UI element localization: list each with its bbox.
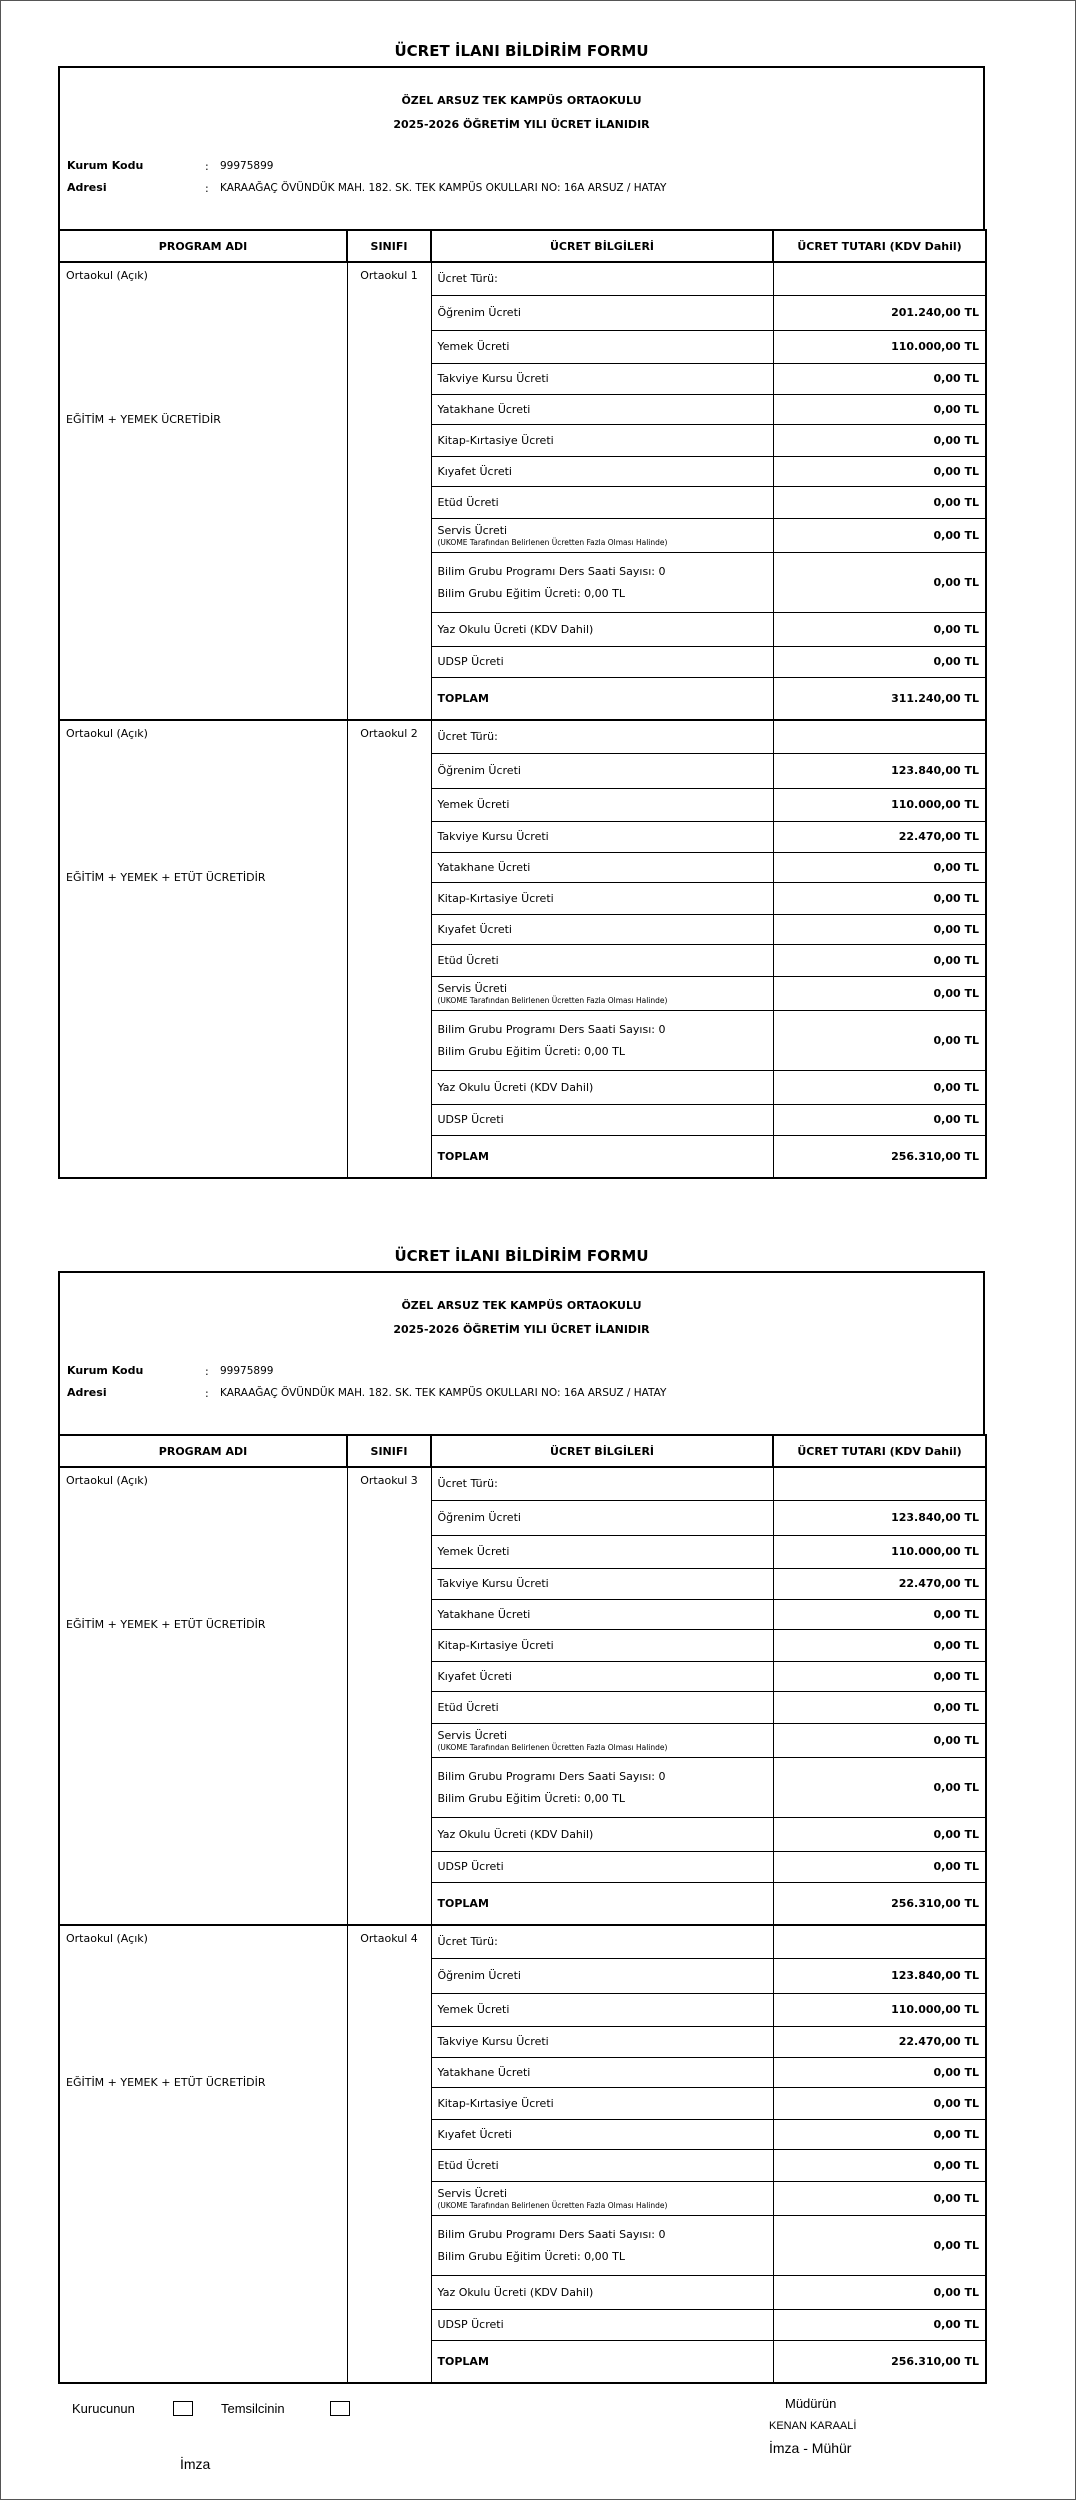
column-header-class: SINIFI xyxy=(347,1435,431,1467)
fee-label-study: Etüd Ücreti xyxy=(431,1691,773,1723)
fee-value-total: 311.240,00 TL xyxy=(773,677,986,720)
institution-code-value: 99975899 xyxy=(220,1365,274,1377)
column-header-fee-amount: ÜCRET TUTARI (KDV Dahil) xyxy=(773,1435,986,1467)
institution-code-colon: : xyxy=(205,160,209,173)
fee-label-uniform: Kıyafet Ücreti xyxy=(431,2119,773,2149)
fee-value-udsp: 0,00 TL xyxy=(773,2309,986,2340)
column-header-fee-amount: ÜCRET TUTARI (KDV Dahil) xyxy=(773,230,986,262)
fee-label-tuition: Öğrenim Ücreti xyxy=(431,295,773,330)
fee-label-type: Ücret Türü: xyxy=(431,1925,773,1958)
fee-value-summer: 0,00 TL xyxy=(773,1070,986,1104)
principal-name: KENAN KARAALİ xyxy=(769,2420,857,2432)
class-name: Ortaokul 3 xyxy=(347,1467,431,1925)
fee-value-tuition: 123.840,00 TL xyxy=(773,753,986,788)
program-cell xyxy=(59,262,347,720)
shuttle-label: Servis Ücreti xyxy=(437,523,508,537)
address-colon: : xyxy=(205,182,209,195)
fee-label-uniform: Kıyafet Ücreti xyxy=(431,456,773,486)
fee-label-dormitory: Yatakhane Ücreti xyxy=(431,852,773,882)
fee-value-summer: 0,00 TL xyxy=(773,612,986,646)
column-header-program: PROGRAM ADI xyxy=(59,230,347,262)
fee-value-tutoring: 0,00 TL xyxy=(773,363,986,394)
fee-label-tutoring: Takviye Kursu Ücreti xyxy=(431,2026,773,2057)
founder-label: Kurucunun xyxy=(72,2401,135,2416)
fee-label-study: Etüd Ücreti xyxy=(431,2149,773,2181)
fee-block-ortaokul-2 xyxy=(59,720,986,1178)
fee-label-science xyxy=(431,552,773,612)
fee-label-study: Etüd Ücreti xyxy=(431,486,773,518)
fee-value-uniform: 0,00 TL xyxy=(773,914,986,944)
fee-value-science: 0,00 TL xyxy=(773,1757,986,1817)
class-name: Ortaokul 1 xyxy=(347,262,431,720)
fee-value-type xyxy=(773,720,986,753)
fee-label-shuttle xyxy=(431,1723,773,1757)
institution-code-label: Kurum Kodu xyxy=(67,159,144,172)
year-title: 2025-2026 ÖĞRETİM YILI ÜCRET İLANIDIR xyxy=(393,1323,650,1336)
column-header-fee-info: ÜCRET BİLGİLERİ xyxy=(431,230,773,262)
fee-label-tuition: Öğrenim Ücreti xyxy=(431,1958,773,1993)
fee-value-tutoring: 22.470,00 TL xyxy=(773,2026,986,2057)
fee-value-meal: 110.000,00 TL xyxy=(773,788,986,821)
school-header xyxy=(58,1271,985,1434)
fee-row-type xyxy=(59,1467,986,1500)
fee-label-science xyxy=(431,2215,773,2275)
program-name: Ortaokul (Açık) xyxy=(66,727,148,740)
program-description: EĞİTİM + YEMEK + ETÜT ÜCRETİDİR xyxy=(66,2076,266,2089)
fee-label-books: Kitap-Kırtasiye Ücreti xyxy=(431,882,773,914)
fee-label-uniform: Kıyafet Ücreti xyxy=(431,914,773,944)
form-title: ÜCRET İLANI BİLDİRİM FORMU xyxy=(394,1247,649,1265)
fee-value-type xyxy=(773,1925,986,1958)
fee-value-meal: 110.000,00 TL xyxy=(773,1993,986,2026)
fee-value-summer: 0,00 TL xyxy=(773,1817,986,1851)
fee-block-ortaokul-4 xyxy=(59,1925,986,2383)
fee-value-type xyxy=(773,262,986,295)
fee-label-books: Kitap-Kırtasiye Ücreti xyxy=(431,1629,773,1661)
fee-value-meal: 110.000,00 TL xyxy=(773,330,986,363)
science-fee: Bilim Grubu Eğitim Ücreti: 0,00 TL xyxy=(437,1791,626,1805)
fee-row-type xyxy=(59,720,986,753)
form-title: ÜCRET İLANI BİLDİRİM FORMU xyxy=(394,42,649,60)
fee-label-books: Kitap-Kırtasiye Ücreti xyxy=(431,2087,773,2119)
fee-label-type: Ücret Türü: xyxy=(431,1467,773,1500)
fee-value-tutoring: 22.470,00 TL xyxy=(773,1568,986,1599)
fee-label-meal: Yemek Ücreti xyxy=(431,788,773,821)
fee-label-total: TOPLAM xyxy=(431,677,773,720)
fee-label-summer: Yaz Okulu Ücreti (KDV Dahil) xyxy=(431,1070,773,1104)
program-description: EĞİTİM + YEMEK ÜCRETİDİR xyxy=(66,413,221,426)
table-header-row xyxy=(59,230,986,262)
fee-label-tuition: Öğrenim Ücreti xyxy=(431,753,773,788)
school-name: ÖZEL ARSUZ TEK KAMPÜS ORTAOKULU xyxy=(401,1299,642,1312)
fee-value-dormitory: 0,00 TL xyxy=(773,2057,986,2087)
principal-label: Müdürün xyxy=(785,2396,837,2411)
representative-label: Temsilcinin xyxy=(221,2401,285,2416)
program-cell xyxy=(59,720,347,1178)
fee-value-books: 0,00 TL xyxy=(773,424,986,456)
class-name: Ortaokul 2 xyxy=(347,720,431,1178)
science-fee: Bilim Grubu Eğitim Ücreti: 0,00 TL xyxy=(437,2249,626,2263)
fee-row-type xyxy=(59,1925,986,1958)
fee-value-study: 0,00 TL xyxy=(773,486,986,518)
science-hours: Bilim Grubu Programı Ders Saati Sayısı: 0 xyxy=(437,564,666,578)
fee-value-summer: 0,00 TL xyxy=(773,2275,986,2309)
representative-checkbox[interactable] xyxy=(330,2401,350,2416)
program-description: EĞİTİM + YEMEK + ETÜT ÜCRETİDİR xyxy=(66,1618,266,1631)
fee-value-udsp: 0,00 TL xyxy=(773,646,986,677)
founder-checkbox[interactable] xyxy=(173,2401,193,2416)
fee-label-shuttle xyxy=(431,2181,773,2215)
fee-label-udsp: UDSP Ücreti xyxy=(431,646,773,677)
fee-value-books: 0,00 TL xyxy=(773,882,986,914)
table-header-row xyxy=(59,1435,986,1467)
fee-value-type xyxy=(773,1467,986,1500)
program-name: Ortaokul (Açık) xyxy=(66,269,148,282)
address-value: KARAAĞAÇ ÖVÜNDÜK MAH. 182. SK. TEK KAMPÜS OKULLARI NO: 16A ARSUZ / HATAY xyxy=(220,182,667,194)
class-name: Ortaokul 4 xyxy=(347,1925,431,2383)
fee-value-dormitory: 0,00 TL xyxy=(773,1599,986,1629)
fee-label-tutoring: Takviye Kursu Ücreti xyxy=(431,363,773,394)
shuttle-note: (UKOME Tarafından Belirlenen Ücretten Fazla Olması Halinde) xyxy=(437,1742,668,1752)
fee-label-udsp: UDSP Ücreti xyxy=(431,1851,773,1882)
fee-label-tuition: Öğrenim Ücreti xyxy=(431,1500,773,1535)
year-title: 2025-2026 ÖĞRETİM YILI ÜCRET İLANIDIR xyxy=(393,118,650,131)
fee-block-ortaokul-3 xyxy=(59,1467,986,1925)
fee-value-uniform: 0,00 TL xyxy=(773,1661,986,1691)
fee-label-total: TOPLAM xyxy=(431,1135,773,1178)
fee-value-shuttle: 0,00 TL xyxy=(773,1723,986,1757)
signature-stamp-label: İmza - Mühür xyxy=(769,2440,852,2456)
signature-label: İmza xyxy=(180,2456,211,2472)
fee-label-summer: Yaz Okulu Ücreti (KDV Dahil) xyxy=(431,1817,773,1851)
fee-label-tutoring: Takviye Kursu Ücreti xyxy=(431,821,773,852)
fee-label-udsp: UDSP Ücreti xyxy=(431,2309,773,2340)
fee-label-total: TOPLAM xyxy=(431,1882,773,1925)
fee-value-study: 0,00 TL xyxy=(773,2149,986,2181)
fee-label-tutoring: Takviye Kursu Ücreti xyxy=(431,1568,773,1599)
program-cell xyxy=(59,1925,347,2383)
fee-value-dormitory: 0,00 TL xyxy=(773,394,986,424)
fee-label-summer: Yaz Okulu Ücreti (KDV Dahil) xyxy=(431,612,773,646)
fee-value-books: 0,00 TL xyxy=(773,1629,986,1661)
fee-value-books: 0,00 TL xyxy=(773,2087,986,2119)
fee-label-shuttle xyxy=(431,518,773,552)
science-fee: Bilim Grubu Eğitim Ücreti: 0,00 TL xyxy=(437,586,626,600)
fee-value-science: 0,00 TL xyxy=(773,552,986,612)
fee-block-ortaokul-1 xyxy=(59,262,986,720)
program-name: Ortaokul (Açık) xyxy=(66,1474,148,1487)
fee-label-udsp: UDSP Ücreti xyxy=(431,1104,773,1135)
fee-value-tuition: 123.840,00 TL xyxy=(773,1500,986,1535)
fee-label-dormitory: Yatakhane Ücreti xyxy=(431,394,773,424)
fee-table xyxy=(58,1434,987,2384)
fee-label-meal: Yemek Ücreti xyxy=(431,330,773,363)
fee-value-uniform: 0,00 TL xyxy=(773,2119,986,2149)
fee-value-science: 0,00 TL xyxy=(773,1010,986,1070)
shuttle-label: Servis Ücreti xyxy=(437,981,508,995)
institution-code-colon: : xyxy=(205,1365,209,1378)
column-header-fee-info: ÜCRET BİLGİLERİ xyxy=(431,1435,773,1467)
fee-label-total: TOPLAM xyxy=(431,2340,773,2383)
fee-value-shuttle: 0,00 TL xyxy=(773,518,986,552)
fee-value-total: 256.310,00 TL xyxy=(773,1882,986,1925)
shuttle-label: Servis Ücreti xyxy=(437,1728,508,1742)
fee-value-udsp: 0,00 TL xyxy=(773,1851,986,1882)
fee-label-science xyxy=(431,1757,773,1817)
fee-value-total: 256.310,00 TL xyxy=(773,1135,986,1178)
program-description: EĞİTİM + YEMEK + ETÜT ÜCRETİDİR xyxy=(66,871,266,884)
fee-label-shuttle xyxy=(431,976,773,1010)
fee-value-dormitory: 0,00 TL xyxy=(773,852,986,882)
fee-label-books: Kitap-Kırtasiye Ücreti xyxy=(431,424,773,456)
column-header-class: SINIFI xyxy=(347,230,431,262)
column-header-program: PROGRAM ADI xyxy=(59,1435,347,1467)
fee-value-meal: 110.000,00 TL xyxy=(773,1535,986,1568)
school-name: ÖZEL ARSUZ TEK KAMPÜS ORTAOKULU xyxy=(401,94,642,107)
shuttle-label: Servis Ücreti xyxy=(437,2186,508,2200)
shuttle-note: (UKOME Tarafından Belirlenen Ücretten Fazla Olması Halinde) xyxy=(437,537,668,547)
science-hours: Bilim Grubu Programı Ders Saati Sayısı: 0 xyxy=(437,2227,666,2241)
science-hours: Bilim Grubu Programı Ders Saati Sayısı: 0 xyxy=(437,1022,666,1036)
fee-value-udsp: 0,00 TL xyxy=(773,1104,986,1135)
institution-code-label: Kurum Kodu xyxy=(67,1364,144,1377)
fee-row-type xyxy=(59,262,986,295)
institution-code-value: 99975899 xyxy=(220,160,274,172)
address-value: KARAAĞAÇ ÖVÜNDÜK MAH. 182. SK. TEK KAMPÜS OKULLARI NO: 16A ARSUZ / HATAY xyxy=(220,1387,667,1399)
fee-label-meal: Yemek Ücreti xyxy=(431,1993,773,2026)
fee-value-uniform: 0,00 TL xyxy=(773,456,986,486)
fee-label-summer: Yaz Okulu Ücreti (KDV Dahil) xyxy=(431,2275,773,2309)
address-label: Adresi xyxy=(67,181,107,194)
shuttle-note: (UKOME Tarafından Belirlenen Ücretten Fazla Olması Halinde) xyxy=(437,2200,668,2210)
fee-label-study: Etüd Ücreti xyxy=(431,944,773,976)
fee-table xyxy=(58,229,987,1179)
shuttle-note: (UKOME Tarafından Belirlenen Ücretten Fazla Olması Halinde) xyxy=(437,995,668,1005)
fee-label-type: Ücret Türü: xyxy=(431,262,773,295)
science-fee: Bilim Grubu Eğitim Ücreti: 0,00 TL xyxy=(437,1044,626,1058)
fee-label-dormitory: Yatakhane Ücreti xyxy=(431,1599,773,1629)
fee-value-study: 0,00 TL xyxy=(773,1691,986,1723)
school-header xyxy=(58,66,985,229)
fee-value-shuttle: 0,00 TL xyxy=(773,976,986,1010)
fee-value-tuition: 123.840,00 TL xyxy=(773,1958,986,1993)
fee-label-dormitory: Yatakhane Ücreti xyxy=(431,2057,773,2087)
fee-value-tutoring: 22.470,00 TL xyxy=(773,821,986,852)
address-colon: : xyxy=(205,1387,209,1400)
fee-value-study: 0,00 TL xyxy=(773,944,986,976)
fee-value-total: 256.310,00 TL xyxy=(773,2340,986,2383)
program-cell xyxy=(59,1467,347,1925)
science-hours: Bilim Grubu Programı Ders Saati Sayısı: 0 xyxy=(437,1769,666,1783)
fee-label-science xyxy=(431,1010,773,1070)
program-name: Ortaokul (Açık) xyxy=(66,1932,148,1945)
fee-value-science: 0,00 TL xyxy=(773,2215,986,2275)
fee-value-shuttle: 0,00 TL xyxy=(773,2181,986,2215)
fee-value-tuition: 201.240,00 TL xyxy=(773,295,986,330)
fee-label-uniform: Kıyafet Ücreti xyxy=(431,1661,773,1691)
address-label: Adresi xyxy=(67,1386,107,1399)
fee-label-type: Ücret Türü: xyxy=(431,720,773,753)
fee-label-meal: Yemek Ücreti xyxy=(431,1535,773,1568)
